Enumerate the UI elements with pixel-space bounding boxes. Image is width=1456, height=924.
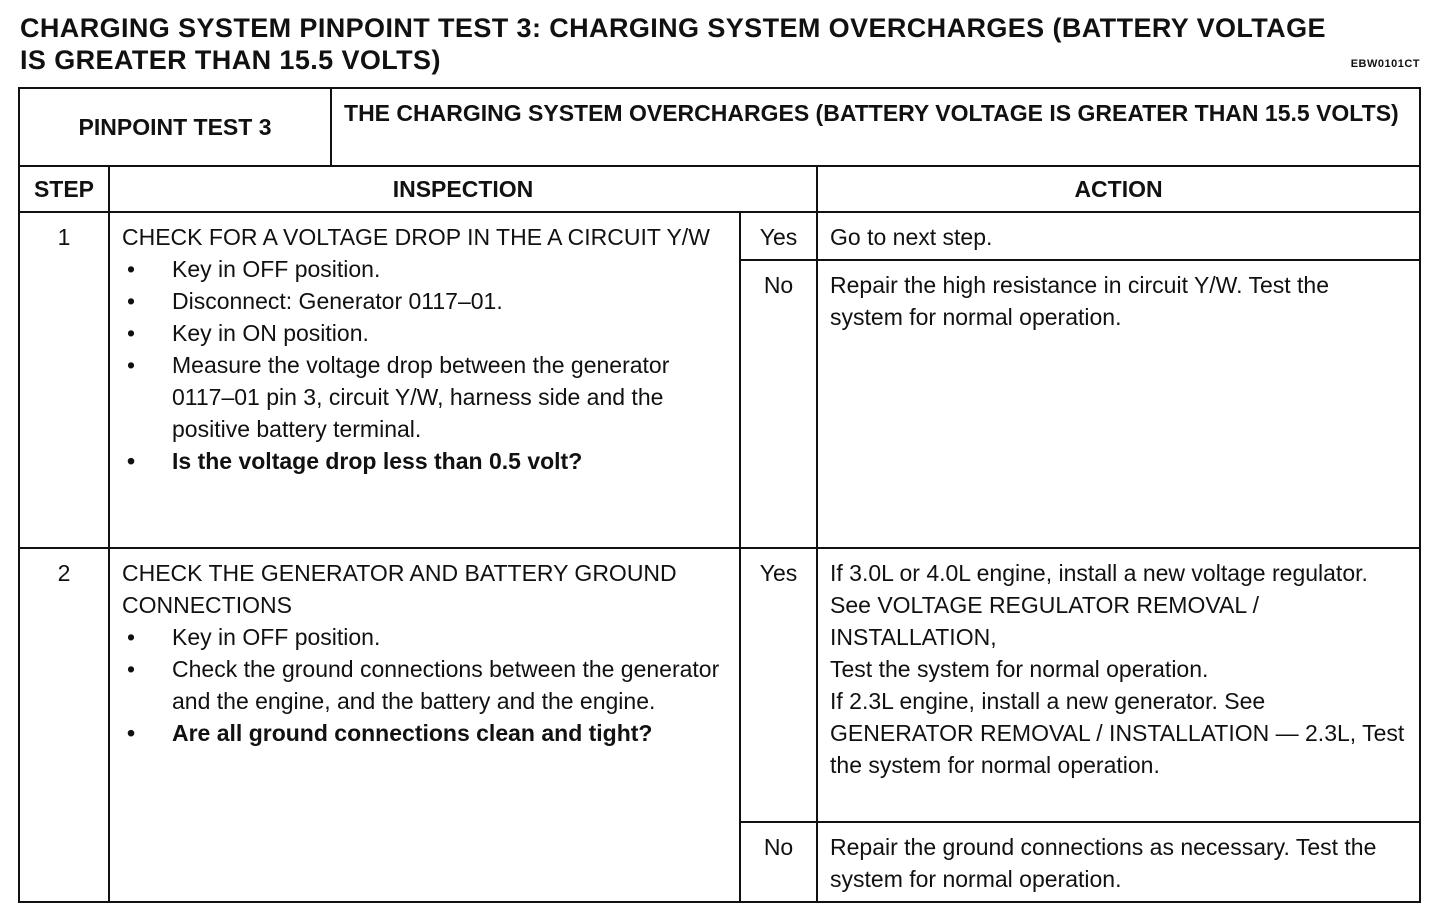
bullet-text: Key in OFF position. [172, 624, 381, 650]
bullet-icon: • [126, 448, 136, 474]
question-text: Are all ground connections clean and tight? [172, 720, 653, 746]
step-question [122, 445, 727, 477]
yes-action: Go to next step. [817, 212, 1420, 260]
bullet-text: Key in ON position. [172, 320, 369, 346]
page-title: CHARGING SYSTEM PINPOINT TEST 3: CHARGING SYSTEM OVERCHARGES (BATTERY VOLTAGE IS GREATER THAN 15.5 VOLTS) [20, 13, 1326, 75]
bullet-icon: • [126, 656, 136, 682]
action-line: If 3.0L or 4.0L engine, install a new voltage regulator. See VOLTAGE REGULATOR REMOVAL / INSTALLATION, [830, 560, 1368, 650]
step-row [19, 212, 1420, 260]
step-title: CHECK FOR A VOLTAGE DROP IN THE A CIRCUIT Y/W [122, 224, 710, 250]
bullet-text: Measure the voltage drop between the generator 0117–01 pin 3, circuit Y/W, harness side and the positive battery terminal. [172, 352, 670, 442]
step-question [122, 717, 727, 749]
list-item [122, 653, 727, 717]
list-item [122, 621, 727, 653]
no-label: No [740, 822, 817, 902]
bullet-text: Check the ground connections between the generator and the engine, and the battery and the engine. [172, 656, 720, 714]
document-code: EBW0101CT [1350, 58, 1420, 70]
list-item [122, 317, 727, 349]
pinpoint-test-table [18, 87, 1421, 903]
test-label: PINPOINT TEST 3 [19, 88, 331, 166]
action-line: the system for normal operation. [830, 752, 1160, 778]
no-action: Repair the high resistance in circuit Y/W. Test the system for normal operation. [817, 260, 1420, 548]
list-item [122, 349, 727, 445]
column-header-step: STEP [19, 166, 109, 212]
step-inspection [109, 212, 740, 548]
column-header-inspection: INSPECTION [109, 166, 817, 212]
list-item [122, 253, 727, 285]
test-header-row [19, 88, 1420, 166]
yes-label: Yes [740, 212, 817, 260]
step-number: 2 [19, 548, 109, 902]
step-row [19, 548, 1420, 822]
bullet-icon: • [126, 288, 136, 314]
no-action: Repair the ground connections as necessary. Test the system for normal operation. [817, 822, 1420, 902]
step-bullet-list [122, 621, 727, 749]
bullet-icon: • [126, 320, 136, 346]
step-bullet-list [122, 253, 727, 477]
action-line: If 2.3L engine, install a new generator. See GENERATOR REMOVAL / INSTALLATION — 2.3L, Test [830, 688, 1405, 746]
yes-label: Yes [740, 548, 817, 822]
yes-action [817, 548, 1420, 822]
bullet-icon: • [126, 256, 136, 282]
step-inspection [109, 548, 740, 902]
step-title: CHECK THE GENERATOR AND BATTERY GROUND CONNECTIONS [122, 560, 677, 618]
column-header-action: ACTION [817, 166, 1420, 212]
bullet-text: Key in OFF position. [172, 256, 381, 282]
bullet-text: Disconnect: Generator 0117–01. [172, 288, 503, 314]
action-line: Test the system for normal operation. [830, 656, 1209, 682]
bullet-icon: • [126, 624, 136, 650]
step-number: 1 [19, 212, 109, 548]
bullet-icon: • [126, 720, 136, 746]
question-text: Is the voltage drop less than 0.5 volt? [172, 448, 583, 474]
column-header-row [19, 166, 1420, 212]
list-item [122, 285, 727, 317]
test-description: THE CHARGING SYSTEM OVERCHARGES (BATTERY VOLTAGE IS GREATER THAN 15.5 VOLTS) [331, 88, 1420, 166]
bullet-icon: • [126, 352, 136, 378]
no-label: No [740, 260, 817, 548]
